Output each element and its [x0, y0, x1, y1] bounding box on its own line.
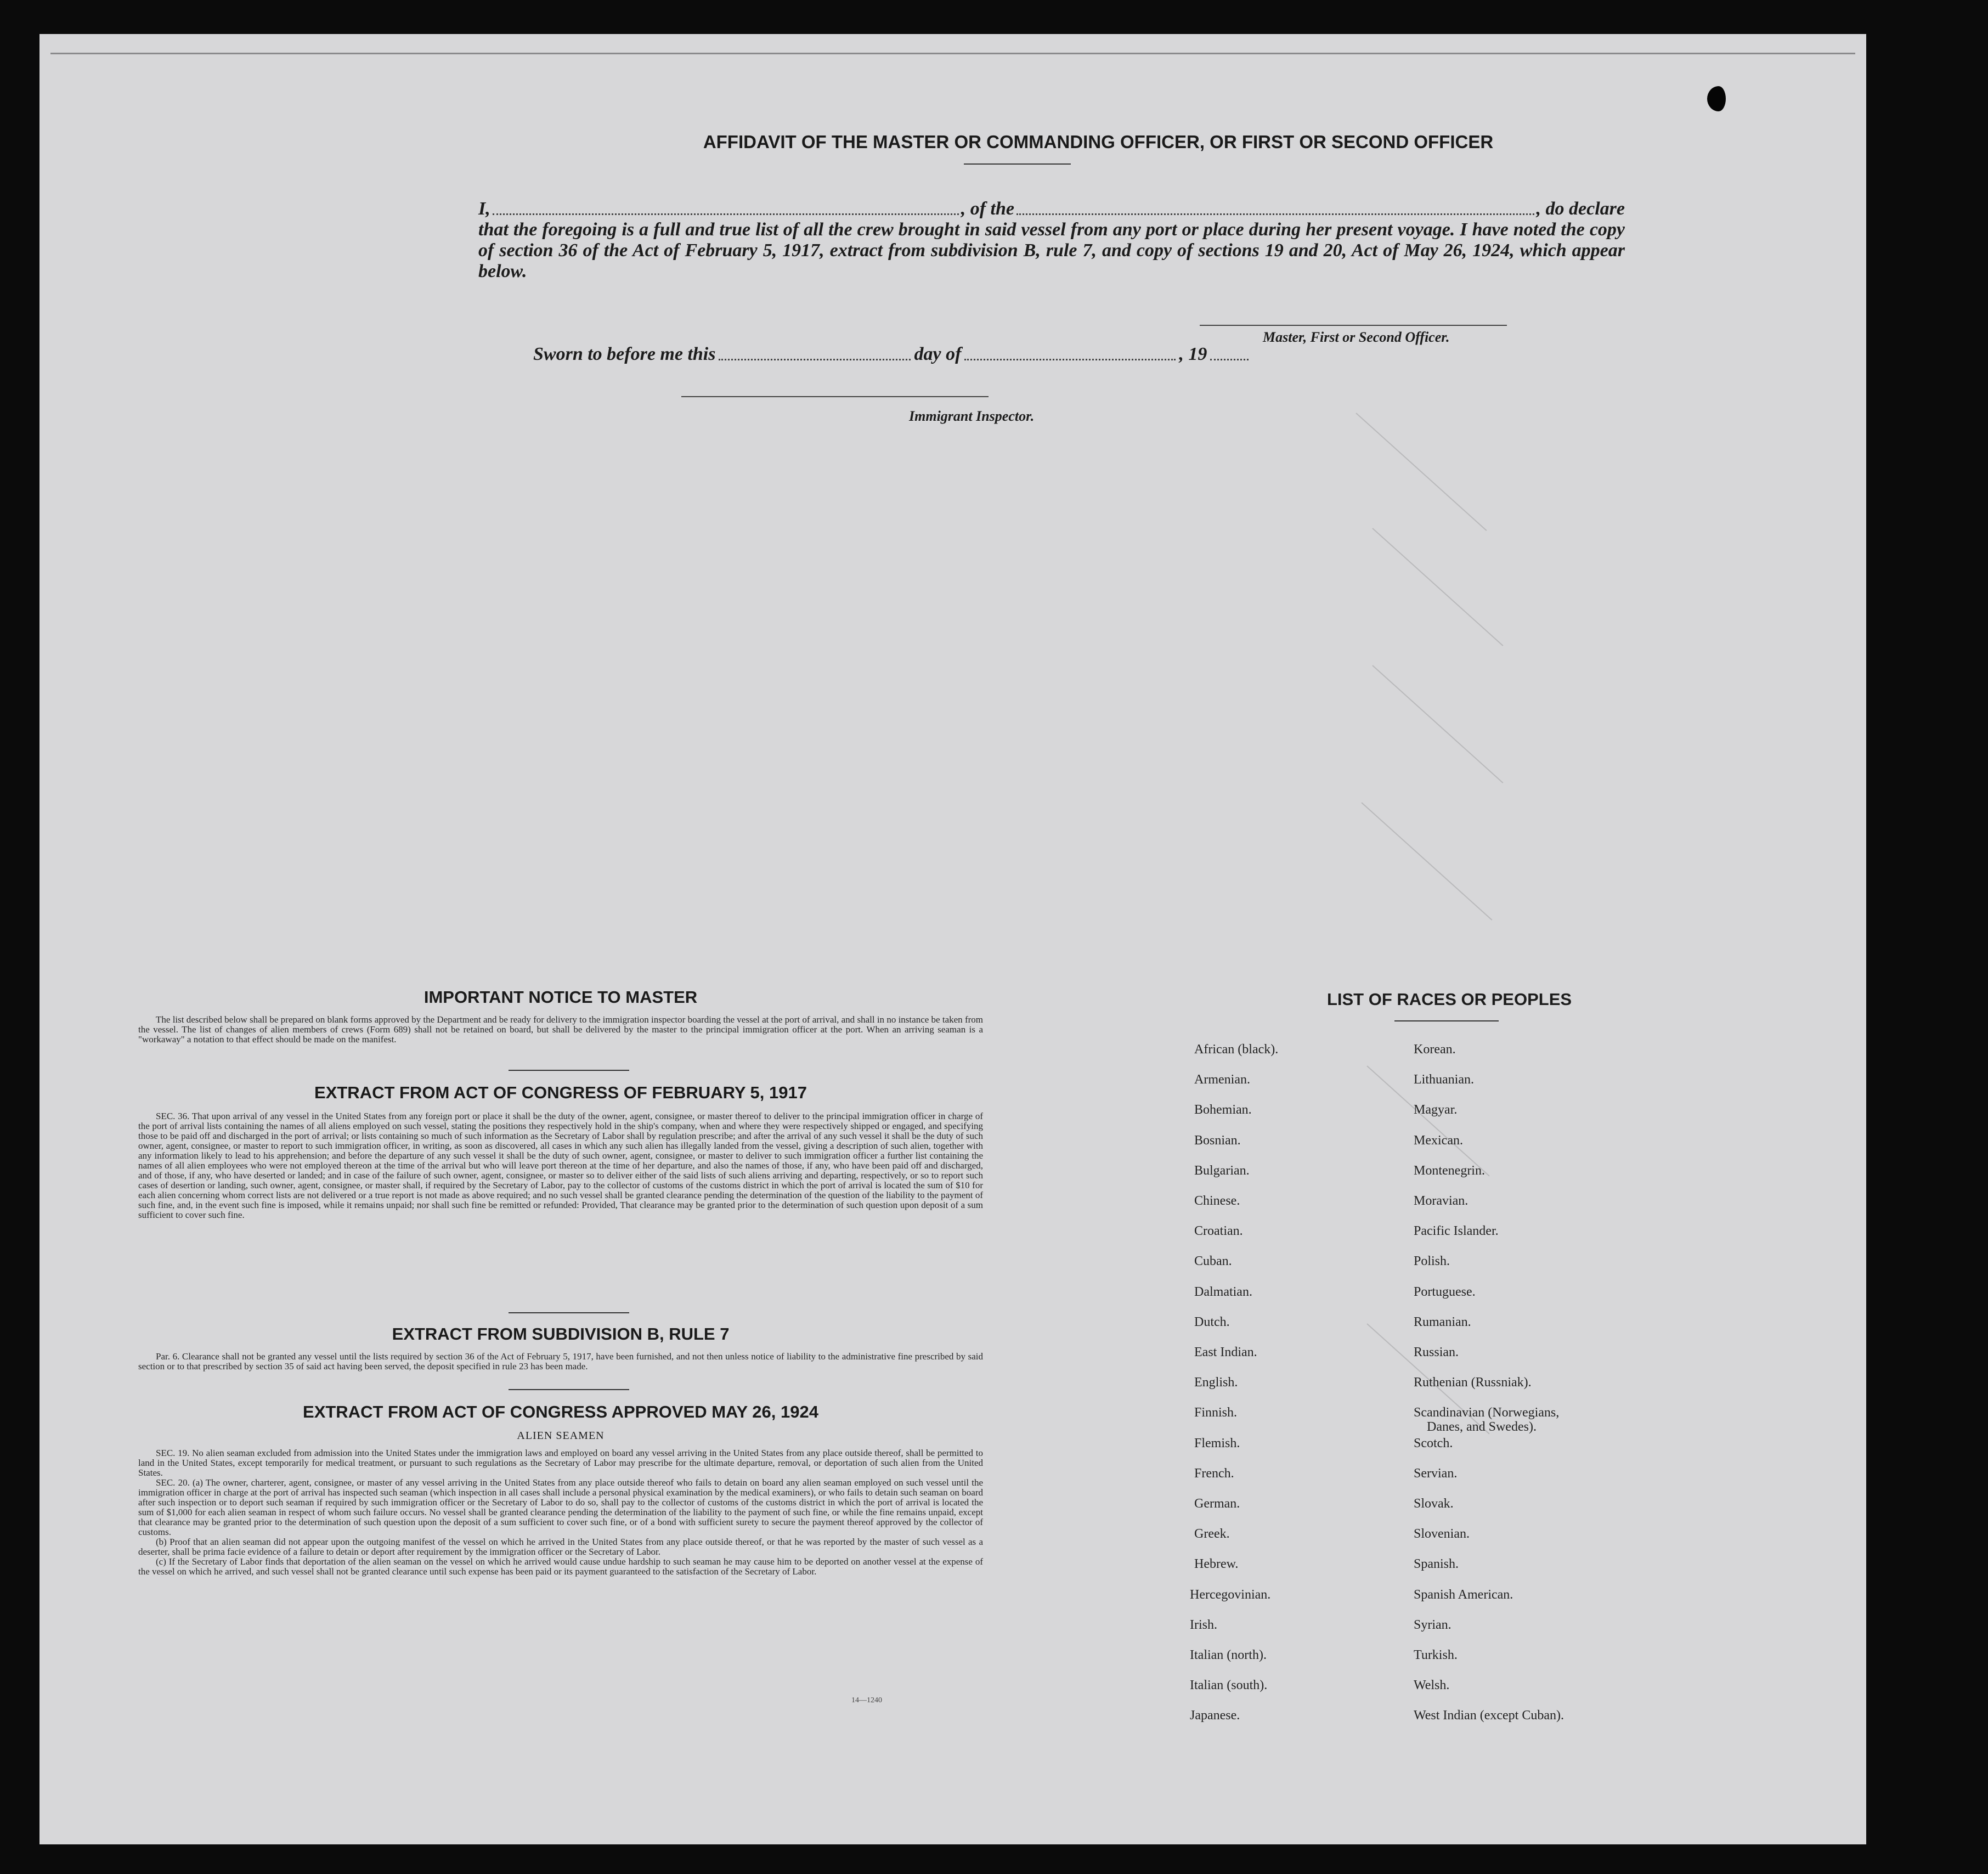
master-signature-line[interactable] [1200, 325, 1507, 326]
sworn-month-field[interactable] [964, 359, 1176, 360]
sworn-year-field[interactable] [1210, 359, 1249, 360]
show-through-streak [1372, 528, 1503, 646]
races-title: LIST OF RACES OR PEOPLES [1326, 990, 1572, 1009]
show-through-streak [1361, 802, 1492, 921]
section-divider [509, 1389, 629, 1390]
vessel-name-field[interactable] [1016, 213, 1534, 215]
races-left-column [1190, 1042, 1436, 1756]
extract-1924-title: EXTRACT FROM ACT OF CONGRESS APPROVED MAY 26, 1924 [303, 1402, 818, 1421]
race-list-item: Mexican. [1414, 1133, 1463, 1148]
race-list-item: Moravian. [1414, 1194, 1469, 1208]
officer-name-field[interactable] [493, 213, 959, 215]
inspector-signature-line[interactable] [681, 396, 989, 397]
sworn-day-field[interactable] [719, 359, 911, 360]
extract-1924-text [138, 1448, 983, 1577]
race-list-item: Italian (north). [1190, 1648, 1267, 1662]
notice-title: IMPORTANT NOTICE TO MASTER [423, 987, 698, 1007]
race-list-item: Cuban. [1194, 1254, 1232, 1269]
form-number: 14—1240 [851, 1696, 882, 1704]
race-list-item: Scotch. [1414, 1436, 1453, 1450]
race-list-item: Slovenian. [1414, 1527, 1470, 1542]
sec-20b-paragraph: (b) Proof that an alien seaman did not appear upon the outgoing manifest of the vessel on which he arrived in the United States from any place outside thereof, or that he was reported by the master of such vessel as a deserter, shall be prima facie evidence of a failure to detain or deport after requirement by the immigration officer or the Secretary of Labor. [138, 1537, 983, 1557]
declaration-body: that the foregoing is a full and true list of all the crew brought in said vessel from any port or place during her present voyage. I have noted the copy of section 36 of the Act of February 5, 1917, extract from subdivision B, rule 7, and copy of sections 19 and 20, Act of May 26, 1924, which appear below. [478, 219, 1625, 281]
par-6-paragraph: Par. 6. Clearance shall not be granted any vessel until the lists required by section 36 of the Act of February 5, 1917, have been furnished, and not then unless notice of liability to the administrative fine prescribed by said section or to that prescribed by section 35 of said act having been served, the deposit specified in rule 23 has been made. [138, 1351, 983, 1371]
alien-seamen-subtitle: ALIEN SEAMEN [517, 1430, 605, 1442]
sworn-day-of: day of [914, 344, 962, 364]
section-divider [509, 1070, 629, 1071]
declaration-of-the: , of the [961, 199, 1015, 219]
show-through-streak [1356, 413, 1487, 531]
race-list-item: Scandinavian (Norwegians, [1414, 1406, 1560, 1420]
race-list-item: Japanese. [1190, 1708, 1240, 1723]
race-list-item: Bosnian. [1194, 1133, 1241, 1148]
title-underline [964, 163, 1071, 165]
race-list-item: Ruthenian (Russniak). [1414, 1375, 1532, 1390]
race-list-item: Dalmatian. [1194, 1284, 1252, 1299]
rule-7-text [138, 1352, 983, 1371]
document-page [39, 34, 1866, 1844]
race-list-item: Turkish. [1414, 1648, 1458, 1662]
notice-paragraph: The list described below shall be prepared on blank forms approved by the Department and be ready for delivery to the immigration inspector boarding the vessel at the port of arrival, and shall in no instance be taken from the vessel. The list of changes of alien members of crews (Form 689) shall not be retained on board, but shall be delivered by the master to the principal immigration officer at the port. When an arriving seaman is a "workaway" a notation to that effect should be made on the manifest. [138, 1014, 983, 1045]
race-list-item: Flemish. [1194, 1436, 1240, 1450]
race-list-item: Chinese. [1194, 1194, 1240, 1208]
races-title-underline [1394, 1020, 1499, 1021]
race-list-item: Bohemian. [1194, 1103, 1252, 1117]
inspector-caption: Immigrant Inspector. [909, 408, 1035, 424]
race-list-item: English. [1194, 1375, 1238, 1390]
affidavit-title: AFFIDAVIT OF THE MASTER OR COMMANDING OFFICER, OR FIRST OR SECOND OFFICER [703, 132, 1494, 152]
race-list-item: Welsh. [1414, 1678, 1450, 1693]
race-list-item: Greek. [1194, 1527, 1230, 1542]
race-list-item: French. [1194, 1466, 1234, 1481]
race-list-item: Armenian. [1194, 1073, 1250, 1087]
race-list-item: Dutch. [1194, 1314, 1230, 1329]
rule-7-title: EXTRACT FROM SUBDIVISION B, RULE 7 [392, 1324, 730, 1344]
race-list-item: Hercegovinian. [1190, 1587, 1271, 1602]
page-edge-line [50, 53, 1855, 54]
race-list-item: Danes, and Swedes). [1427, 1420, 1537, 1435]
race-list-item: Portuguese. [1414, 1284, 1476, 1299]
race-list-item: Pacific Islander. [1414, 1224, 1499, 1239]
race-list-item: Servian. [1414, 1466, 1458, 1481]
sec-19-paragraph: SEC. 19. No alien seaman excluded from admission into the United States under the immigration laws and employed on board any vessel arriving in the United States from any place outside thereof, shall be permitted to land in the United States, except temporarily for medical treatment, or pursuant to such regulations as the Secretary of Labor may prescribe for the ultimate departure, removal, or deportation of such alien from the United States. [138, 1448, 983, 1478]
race-list-item: Spanish. [1414, 1557, 1459, 1572]
race-list-item: Finnish. [1194, 1406, 1238, 1420]
section-divider [509, 1312, 629, 1313]
race-list-item: Spanish American. [1414, 1587, 1513, 1602]
sworn-text: Sworn to before me this [533, 344, 716, 364]
declaration-do-declare: , do declare [1536, 199, 1625, 219]
race-list-item: Italian (south). [1190, 1678, 1268, 1693]
race-list-item: Lithuanian. [1414, 1073, 1474, 1087]
sec-20c-paragraph: (c) If the Secretary of Labor finds that deportation of the alien seaman on the vessel on which he arrived would cause undue hardship to such seaman he may cause him to be deported on another vessel at the expense of the vessel on which he arrived, and such vessel shall not be granted clearance until such expense has been paid or its payment guaranteed to the satisfaction of the Secretary of Labor. [138, 1556, 983, 1577]
extract-1917-title: EXTRACT FROM ACT OF CONGRESS OF FEBRUARY 5, 1917 [314, 1083, 807, 1102]
sworn-year-prefix: , 19 [1179, 344, 1207, 364]
binder-hole [1707, 86, 1730, 111]
sec-20a-paragraph: SEC. 20. (a) The owner, charterer, agent, consignee, or master of any vessel arriving in the United States from any place outside thereof who fails to detain on board any alien seaman employed on such vessel until the immigration officer in charge at the port of arrival has inspected such seaman (which inspection in all cases shall include a personal physical examination by the medical examiners), or who fails to detain such seaman on board after such inspection or to deport such seaman if required by such immigration officer or the Secretary of Labor to do so, shall pay to the collector of customs of the customs district in which the port of arrival is located the sum of $1,000 for each alien seaman in respect of whom such failure occurs. No vessel shall be granted clearance pending the determination of the liability to the payment of such fine, or while the fine remains unpaid, except that clearance may be granted prior to the determination of such question upon the deposit of a sum sufficient to cover such fine, or of a bond with sufficient surety to secure the payment thereof approved by the collector of customs. [138, 1477, 983, 1537]
race-list-item: Rumanian. [1414, 1314, 1471, 1329]
declaration-i: I, [478, 199, 490, 219]
extract-1917-text [138, 1111, 983, 1220]
race-list-item: Hebrew. [1194, 1557, 1239, 1572]
section-36-paragraph: SEC. 36. That upon arrival of any vessel in the United States from any foreign port or place it shall be the duty of the owner, agent, consignee, or master thereof to deliver to the principal immigration officer in charge of the port of arrival lists containing the names of all aliens employed on such vessel, stating the positions they respectively hold in the ship's company, when and where they were respectively shipped or engaged, and specifying those to be paid off and discharged in the port of arrival; or lists containing so much of such information as the Secretary of Labor shall by regulation prescribe; and after the arrival of any such vessel it shall be the duty of such owner, agent, consignee, or master to report to such immigration officer, in writing, as soon as discovered, all cases in which any such alien has illegally landed from the vessel, giving a description of such alien, together with any information likely to lead to his apprehension; and before the departure of any such vessel it shall be the duty of such owner, agent, consignee, or master to deliver to such immigration officer a further list containing the names of all alien employees who were not employed thereon at the time of the arrival but who will leave port thereon at the time of her departure, and also the names of those, if any, who have been paid off and discharged, and of those, if any, who have deserted or landed; and in case of the failure of such owner, agent, consignee, or master so to deliver either of the said lists of such aliens arriving and departing, respectively, or so to report such cases of desertion or landing, such owner, agent, consignee, or master shall, if required by the Secretary of Labor, pay to the collector of customs of the customs district in which the port of arrival is located the sum of $10 for each alien concerning whom correct lists are not delivered or a true report is not made as above required; and no such vessel shall be granted clearance pending the determination of the question of the liability to the payment of such fine, and, in the event such fine is imposed, while it remains unpaid; nor shall such fine be remitted or refunded: Provided, That clearance may be granted prior to the determination of such question upon deposit of a sum sufficient to cover such fine. [138, 1111, 983, 1220]
affidavit-declaration [478, 199, 1625, 282]
master-signature-caption: Master, First or Second Officer. [1263, 329, 1450, 345]
race-list-item: West Indian (except Cuban). [1414, 1708, 1564, 1723]
race-list-item: Irish. [1190, 1617, 1217, 1632]
race-list-item: Magyar. [1414, 1103, 1458, 1117]
race-list-item: Syrian. [1414, 1617, 1452, 1632]
race-list-item: Bulgarian. [1194, 1163, 1250, 1178]
show-through-streak [1372, 665, 1503, 783]
race-list-item: Montenegrin. [1414, 1163, 1485, 1178]
race-list-item: Korean. [1414, 1042, 1456, 1057]
race-list-item: Polish. [1414, 1254, 1450, 1269]
notice-text [138, 1015, 983, 1045]
race-list-item: African (black). [1194, 1042, 1279, 1057]
race-list-item: German. [1194, 1497, 1240, 1511]
race-list-item: Slovak. [1414, 1497, 1454, 1511]
races-right-column [1414, 1042, 1721, 1756]
declaration-line [478, 199, 1625, 219]
race-list-item: Russian. [1414, 1345, 1459, 1359]
race-list-item: East Indian. [1194, 1345, 1257, 1359]
race-list-item: Croatian. [1194, 1224, 1243, 1239]
sworn-line [533, 344, 1329, 365]
